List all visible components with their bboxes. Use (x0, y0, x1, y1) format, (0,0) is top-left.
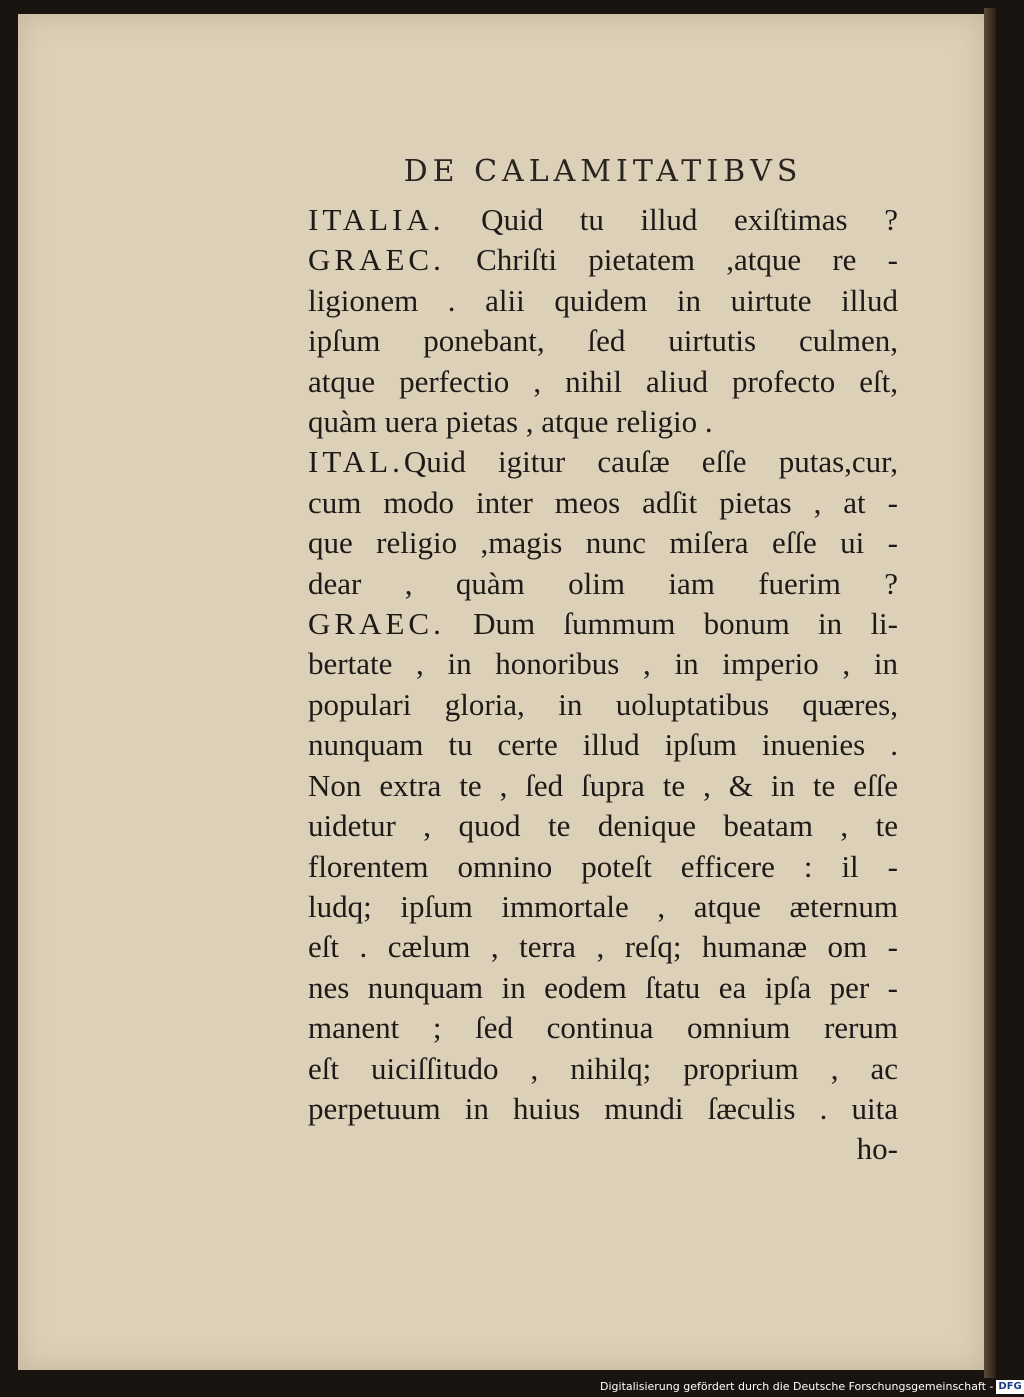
speaker-name: ITAL. (308, 444, 404, 480)
line-text: Dum ſummum bonum in li- (444, 606, 898, 642)
text-line (308, 402, 898, 442)
line-text: Non extra te , ſed ſupra te , & in te eſſe (308, 767, 898, 803)
footer-credit (600, 1378, 1022, 1396)
text-line (308, 321, 898, 361)
speaker-name: GRAEC. (308, 242, 445, 278)
text-block (308, 150, 898, 1170)
line-text: populari gloria, in uoluptatibus quæres, (308, 686, 898, 722)
text-line (308, 685, 898, 725)
text-line (308, 644, 898, 684)
line-text: dear , quàm olim iam fuerim ? (308, 565, 898, 601)
text-line (308, 240, 898, 280)
catchword: ho- (856, 1131, 898, 1167)
speaker-name: ITALIA. (308, 202, 445, 237)
line-text: ludq; ipſum immortale , atque æternum (308, 888, 898, 924)
text-line (308, 564, 898, 604)
line-text: eſt . cælum , terra , reſq; humanæ om - (308, 929, 898, 965)
text-line (308, 1089, 898, 1129)
line-text: perpetuum in huius mundi ſæculis . uita (308, 1090, 898, 1126)
line-text: Chriſti pietatem ,atque re - (444, 242, 898, 278)
text-line (308, 1049, 898, 1089)
speaker-name: GRAEC. (308, 606, 445, 642)
text-line (308, 281, 898, 321)
line-text: atque perfectio , nihil aliud profecto eſt, (308, 363, 898, 399)
text-line (308, 806, 898, 846)
text-line (308, 604, 898, 644)
line-text: bertate , in honoribus , in imperio , in (308, 646, 898, 682)
text-line (308, 725, 898, 765)
line-text: cum modo inter meos adſit pietas , at - (308, 484, 898, 520)
text-line (308, 200, 898, 240)
text-line (308, 927, 898, 967)
line-text: nes nunquam in eodem ſtatu ea ipſa per - (308, 969, 898, 1005)
line-text: quàm uera pietas , atque religio . (308, 404, 713, 440)
footer-text: Digitalisierung gefördert durch die Deutsche Forschungsgemeinschaft - (600, 1380, 994, 1393)
dfg-logo: DFG (998, 1381, 1022, 1392)
text-line (308, 483, 898, 523)
line-text: uidetur , quod te denique beatam , te (308, 808, 898, 844)
body-text (308, 200, 898, 1129)
line-text: ligionem . alii quidem in uirtute illud (308, 282, 898, 318)
text-line (308, 362, 898, 402)
book-spine-edge (984, 8, 996, 1378)
line-text: florentem omnino poteſt efficere : il - (308, 848, 898, 884)
text-line (308, 442, 898, 482)
text-line (308, 887, 898, 927)
line-text: Quid tu illud exiſtimas ? (444, 202, 898, 237)
line-text: que religio ,magis nunc miſera eſſe ui - (308, 525, 898, 561)
running-head: DE CALAMITATIBVS (403, 154, 803, 189)
line-text: eſt uiciſſitudo , nihilq; proprium , ac (308, 1050, 898, 1086)
text-line (308, 968, 898, 1008)
text-line (308, 766, 898, 806)
text-line (308, 523, 898, 563)
line-text: nunquam tu certe illud ipſum inuenies . (308, 727, 898, 763)
line-text: manent ; ſed continua omnium rerum (308, 1010, 898, 1046)
line-text: ipſum ponebant, ſed uirtutis culmen, (308, 323, 898, 359)
text-line (308, 847, 898, 887)
line-text: Quid igitur cauſæ eſſe putas,cur, (403, 444, 898, 480)
text-line (308, 1008, 898, 1048)
